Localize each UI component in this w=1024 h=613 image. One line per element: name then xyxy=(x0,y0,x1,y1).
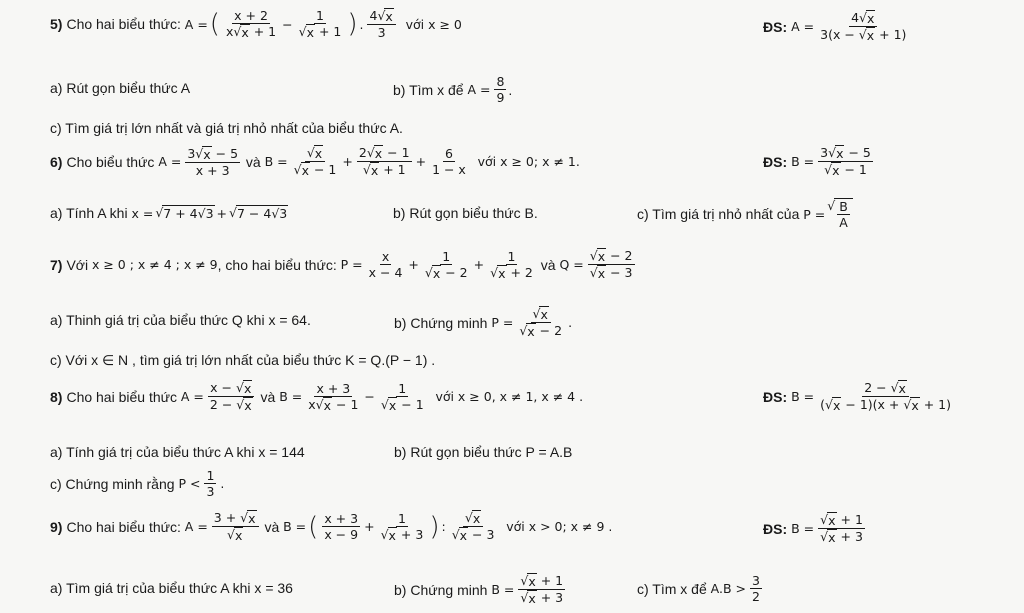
answer-label: ĐS: xyxy=(763,18,788,35)
part-a-text: a) Tính giá trị của biểu thức A khi x = 144 xyxy=(50,444,305,460)
part-a-text: a) Thinh giá trị của biểu thức Q khi x = 64. xyxy=(50,312,311,328)
problem-9-part-a xyxy=(50,580,293,596)
problem-number: 9) xyxy=(50,518,63,535)
formula-x: x = √ 7 + 4√3 + √ 7 − 4√3 xyxy=(131,205,288,221)
problem-6-part-a xyxy=(50,205,288,221)
part-b-tail: . xyxy=(508,81,513,98)
and-text: và xyxy=(260,388,276,405)
condition: với x ≥ 0; x ≠ 1. xyxy=(477,154,580,169)
formula-b: B = x + 3 x√ x − 1 − 1 √ x − 1 xyxy=(279,380,424,413)
problem-9-statement xyxy=(50,510,612,543)
problem-7-statement xyxy=(50,248,637,281)
problem-7-part-b xyxy=(394,306,572,339)
problem-number: 6) xyxy=(50,153,63,170)
problem-number: 7) xyxy=(50,256,63,273)
answer-label: ĐS: xyxy=(763,520,788,537)
part-b-text: b) Chứng minh xyxy=(394,314,488,331)
problem-9-part-b xyxy=(394,573,567,606)
part-a-text: a) Rút gọn biểu thức A xyxy=(50,80,191,96)
problem-8-statement xyxy=(50,380,583,413)
condition: với x ≥ 0 xyxy=(405,16,462,32)
formula-p-ineq: P < 1 3 . xyxy=(178,468,225,499)
formula-a: A = x − √ x 2 − √ x xyxy=(181,380,257,413)
part-b-text: b) Tìm x để xyxy=(393,81,464,98)
condition: với x ≥ 0, x ≠ 1, x ≠ 4 . xyxy=(435,389,584,404)
part-c-text: c) Với x ∈ N , tìm giá trị lớn nhất của biểu thức K = Q.(P − 1) . xyxy=(50,352,436,368)
answer-label: ĐS: xyxy=(763,153,788,170)
problem-8-part-a xyxy=(50,444,305,460)
answer-5 xyxy=(763,10,910,43)
problem-5-part-a xyxy=(50,80,190,96)
formula-a: A = 3 + √ x √ x xyxy=(185,510,261,543)
problem-lead: Cho hai biểu thức: xyxy=(66,518,181,535)
problem-number: 8) xyxy=(50,388,63,405)
formula-b: B = ( x + 3 x − 9 + 1 √ x + 3 ) : √ x √ x − 3 xyxy=(283,510,495,543)
formula-p-eq: P = √ x √ x − 2 . xyxy=(491,306,573,339)
problem-6-statement xyxy=(50,145,580,178)
answer-6 xyxy=(763,145,875,178)
problem-7-part-a xyxy=(50,312,311,328)
part-c-text: c) Tìm giá trị lớn nhất và giá trị nhỏ nhất của biểu thức A. xyxy=(50,120,403,136)
condition: với x > 0; x ≠ 9 . xyxy=(506,519,613,534)
part-a-text: a) Tính A khi xyxy=(50,205,128,221)
part-c-text: c) Chứng minh rằng xyxy=(50,475,175,492)
problem-7-part-c xyxy=(50,352,435,369)
answer-9 xyxy=(763,512,867,545)
part-c-text: c) Tìm giá trị nhỏ nhất của xyxy=(637,206,800,222)
problem-6-part-b xyxy=(393,205,538,221)
formula-q: Q = √ x − 2 √ x − 3 xyxy=(559,248,633,281)
problem-lead: Với xyxy=(66,256,89,273)
answer-formula: B = √ x + 1 √ x + 3 xyxy=(791,512,863,545)
answer-formula: A = 4√ x 3(x − √ x + 1) xyxy=(791,10,907,43)
and-text: và xyxy=(245,153,261,170)
part-b-text: b) Chứng minh xyxy=(394,581,488,598)
problem-8-part-b xyxy=(394,444,572,460)
problem-5-part-c xyxy=(50,120,403,136)
problem-8-part-c xyxy=(50,468,224,499)
problem-5-part-b xyxy=(393,74,512,105)
problem-6-part-c xyxy=(637,198,853,230)
answer-label: ĐS: xyxy=(763,388,788,405)
part-a-text: a) Tìm giá trị của biểu thức A khi x = 36 xyxy=(50,580,293,596)
part-c-text: c) Tìm x để xyxy=(637,580,707,597)
formula-p: P = √ $\frac{B}{A}$ xyxy=(803,198,853,230)
part-b-text: b) Rút gọn biểu thức B. xyxy=(393,205,538,221)
formula-p: P = x x − 4 + 1 √ x − 2 + 1 √ x + 2 xyxy=(340,248,533,281)
problem-lead: Cho hai biểu thức: xyxy=(66,16,181,32)
formula-ab-ineq: A.B > 3 2 xyxy=(710,573,760,604)
formula-a-eq: A = 8 9 xyxy=(467,74,505,105)
problem-9-part-c xyxy=(637,573,764,604)
problem-number: 5) xyxy=(50,16,63,32)
formula-b-eq: B = √ x + 1 √ x + 3 xyxy=(491,573,564,606)
answer-formula: B = 2 − √ x (√ x − 1)(x + √ x + 1) xyxy=(791,380,951,413)
problem-lead: Cho hai biểu thức xyxy=(66,388,178,405)
formula-a: A = 3√ x − 5 x + 3 xyxy=(158,145,239,178)
problem-lead-2: , cho hai biểu thức: xyxy=(217,256,337,273)
and-text: và xyxy=(540,256,556,273)
problem-5-statement xyxy=(50,8,462,40)
problem-lead: Cho biểu thức xyxy=(66,153,155,170)
part-b-text: b) Rút gọn biểu thức P = A.B xyxy=(394,444,573,460)
condition: x ≥ 0 ; x ≠ 4 ; x ≠ 9 xyxy=(91,257,218,272)
and-text: và xyxy=(264,518,280,535)
formula-a: A = ( x + 2 x√ x + 1 − 1 √ x + 1 ) . 4√ x 3 xyxy=(185,8,398,40)
answer-8 xyxy=(763,380,955,413)
answer-formula: B = 3√ x − 5 √ x − 1 xyxy=(791,145,871,178)
formula-b: B = √ x √ x − 1 + 2√ x − 1 √ x + 1 + 6 1 − x xyxy=(264,145,466,178)
